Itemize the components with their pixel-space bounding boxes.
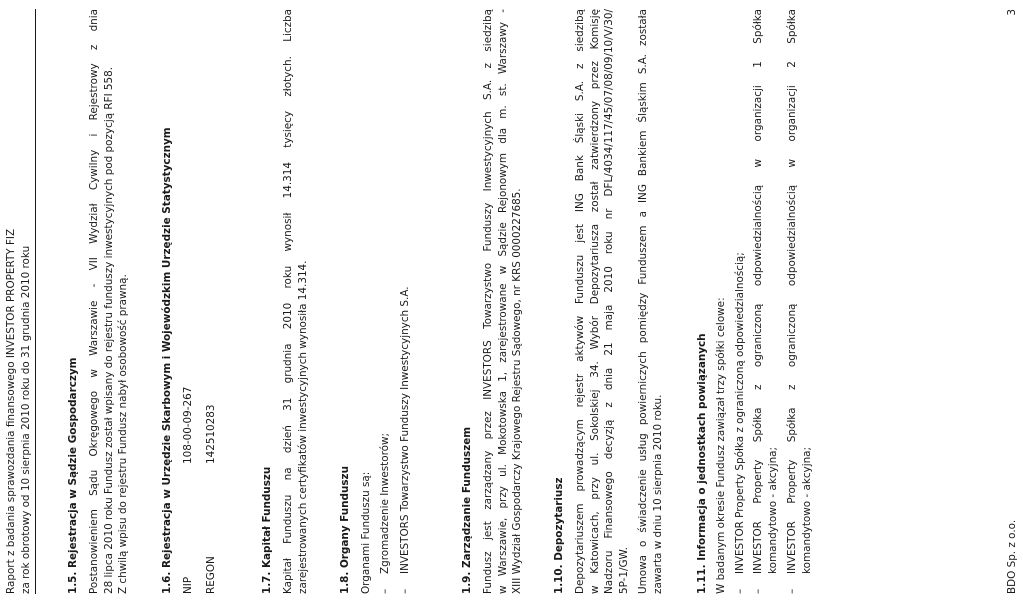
paragraph-line: Kapitał Funduszu na dzień 31 grudnia 2010 roku wynosił 14.314 tysięcy złotych. Liczba	[281, 9, 294, 594]
header-period: za rok obrotowy od 10 sierpnia 2010 roku do 31 grudnia 2010 roku	[19, 245, 32, 594]
nip-label: NIP	[181, 576, 194, 594]
paragraph-line: W badanym okresie Fundusz zawiązał trzy spółki celowe:	[714, 297, 727, 594]
section-1-11	[695, 9, 814, 594]
report-header	[4, 9, 36, 594]
list-item: – INVESTOR Property Spółka z ograniczoną odpowiedzialnością w organizacji 1 Spółka komandytowo - akcyjna;	[752, 9, 780, 594]
list-item: – INVESTOR Property Spółka z ograniczoną odpowiedzialnością;	[733, 252, 746, 594]
list-item: – INVESTORS Towarzystwo Funduszy Inwestycyjnych S.A.	[399, 286, 412, 594]
section-title: 1.6. Rejestracja w Urzędzie Skarbowym i Wojewódzkim Urzędzie Statystycznym	[161, 127, 173, 594]
paragraph-line: zawarta w dniu 10 sierpnia 2010 roku.	[651, 394, 664, 594]
section-title: 1.8. Organy Funduszu	[339, 465, 351, 594]
regon-row	[204, 9, 219, 594]
nip-row	[181, 9, 196, 594]
paragraph-line: w Warszawie, przy ul. Mokotowska 1, zarejestrowane w Sądzie Rejonowym dla m. st. Warszawy -	[496, 9, 509, 594]
section-title: 1.7. Kapitał Funduszu	[261, 466, 273, 594]
paragraph-line: Depozytariuszem prowadzącym rejestr aktywów Funduszu jest ING Bank Śląski S.A. z siedzibą	[573, 9, 586, 594]
section-1-10	[552, 9, 665, 594]
page-footer	[1005, 9, 1020, 594]
list-item: – INVESTOR Property Spółka z ograniczoną odpowiedzialnością w organizacji 2 Spółka komandytowo - akcyjna;	[785, 9, 813, 594]
paragraph-line: Nadzoru Finansowego decyzją z dnia 21 maja 2010 roku nr DFL/4034/117/45/07/08/09/10/V/30/	[603, 9, 616, 594]
section-1-5	[66, 9, 131, 594]
paragraph-line: w Katowicach, przy ul. Sokolskiej 34. Wybór Depozytariusza został zatwierdzony przez Komisję	[588, 9, 601, 594]
section-title: 1.11. Informacja o jednostkach powiązanych	[696, 333, 708, 594]
paragraph-line: 28 lipca 2010 roku Fundusz został wpisany do rejestru funduszy inwestycyjnych pod pozycją RFI 558.	[102, 66, 115, 594]
section-1-8	[338, 9, 413, 594]
paragraph-line: Fundusz jest zarządzany przez INVESTORS Towarzystwo Funduszy Inwestycyjnych S.A. z siedzibą	[481, 9, 494, 594]
section-1-7	[260, 9, 310, 594]
paragraph-line: zarejestrowanych certyfikatów inwestycyjnych wynosiła 14.314.	[296, 260, 309, 594]
paragraph-line: XIII Wydział Gospodarczy Krajowego Rejestru Sądowego, nr KRS 0000227685.	[511, 188, 524, 594]
list-item: – Zgromadzenie Inwestorów;	[378, 433, 391, 594]
paragraph-line: Postanowieniem Sądu Okręgowego w Warszawie - VII Wydział Cywilny i Rejestrowy z dnia	[87, 9, 100, 594]
regon-label: REGON	[204, 556, 217, 594]
section-1-6	[160, 9, 218, 594]
paragraph-line: Umowa o świadczenie usług powierniczych pomiędzy Funduszem a ING Bankiem Śląskim S.A. została	[636, 9, 649, 594]
page-number: 3	[1006, 9, 1018, 16]
nip-value: 108-00-09-267	[181, 386, 194, 464]
paragraph-line: 5P-1/GW.	[618, 547, 631, 594]
regon-value: 142510283	[204, 404, 217, 464]
footer-company: BDO Sp. z o.o.	[1006, 519, 1018, 594]
paragraph-line: Organami Funduszu są:	[359, 471, 372, 594]
header-divider	[35, 9, 36, 594]
section-title: 1.9. Zarządzanie Funduszem	[461, 426, 473, 594]
paragraph-line: Z chwilą wpisu do rejestru Fundusz nabył osobowość prawną.	[117, 274, 130, 594]
section-title: 1.5. Rejestracja w Sądzie Gospodarczym	[67, 357, 79, 594]
section-title: 1.10. Depozytariusz	[553, 477, 565, 594]
section-1-9	[460, 9, 525, 594]
header-title: Raport z badania sprawozdania finansowego INVESTOR PROPERTY FIZ	[5, 228, 17, 594]
